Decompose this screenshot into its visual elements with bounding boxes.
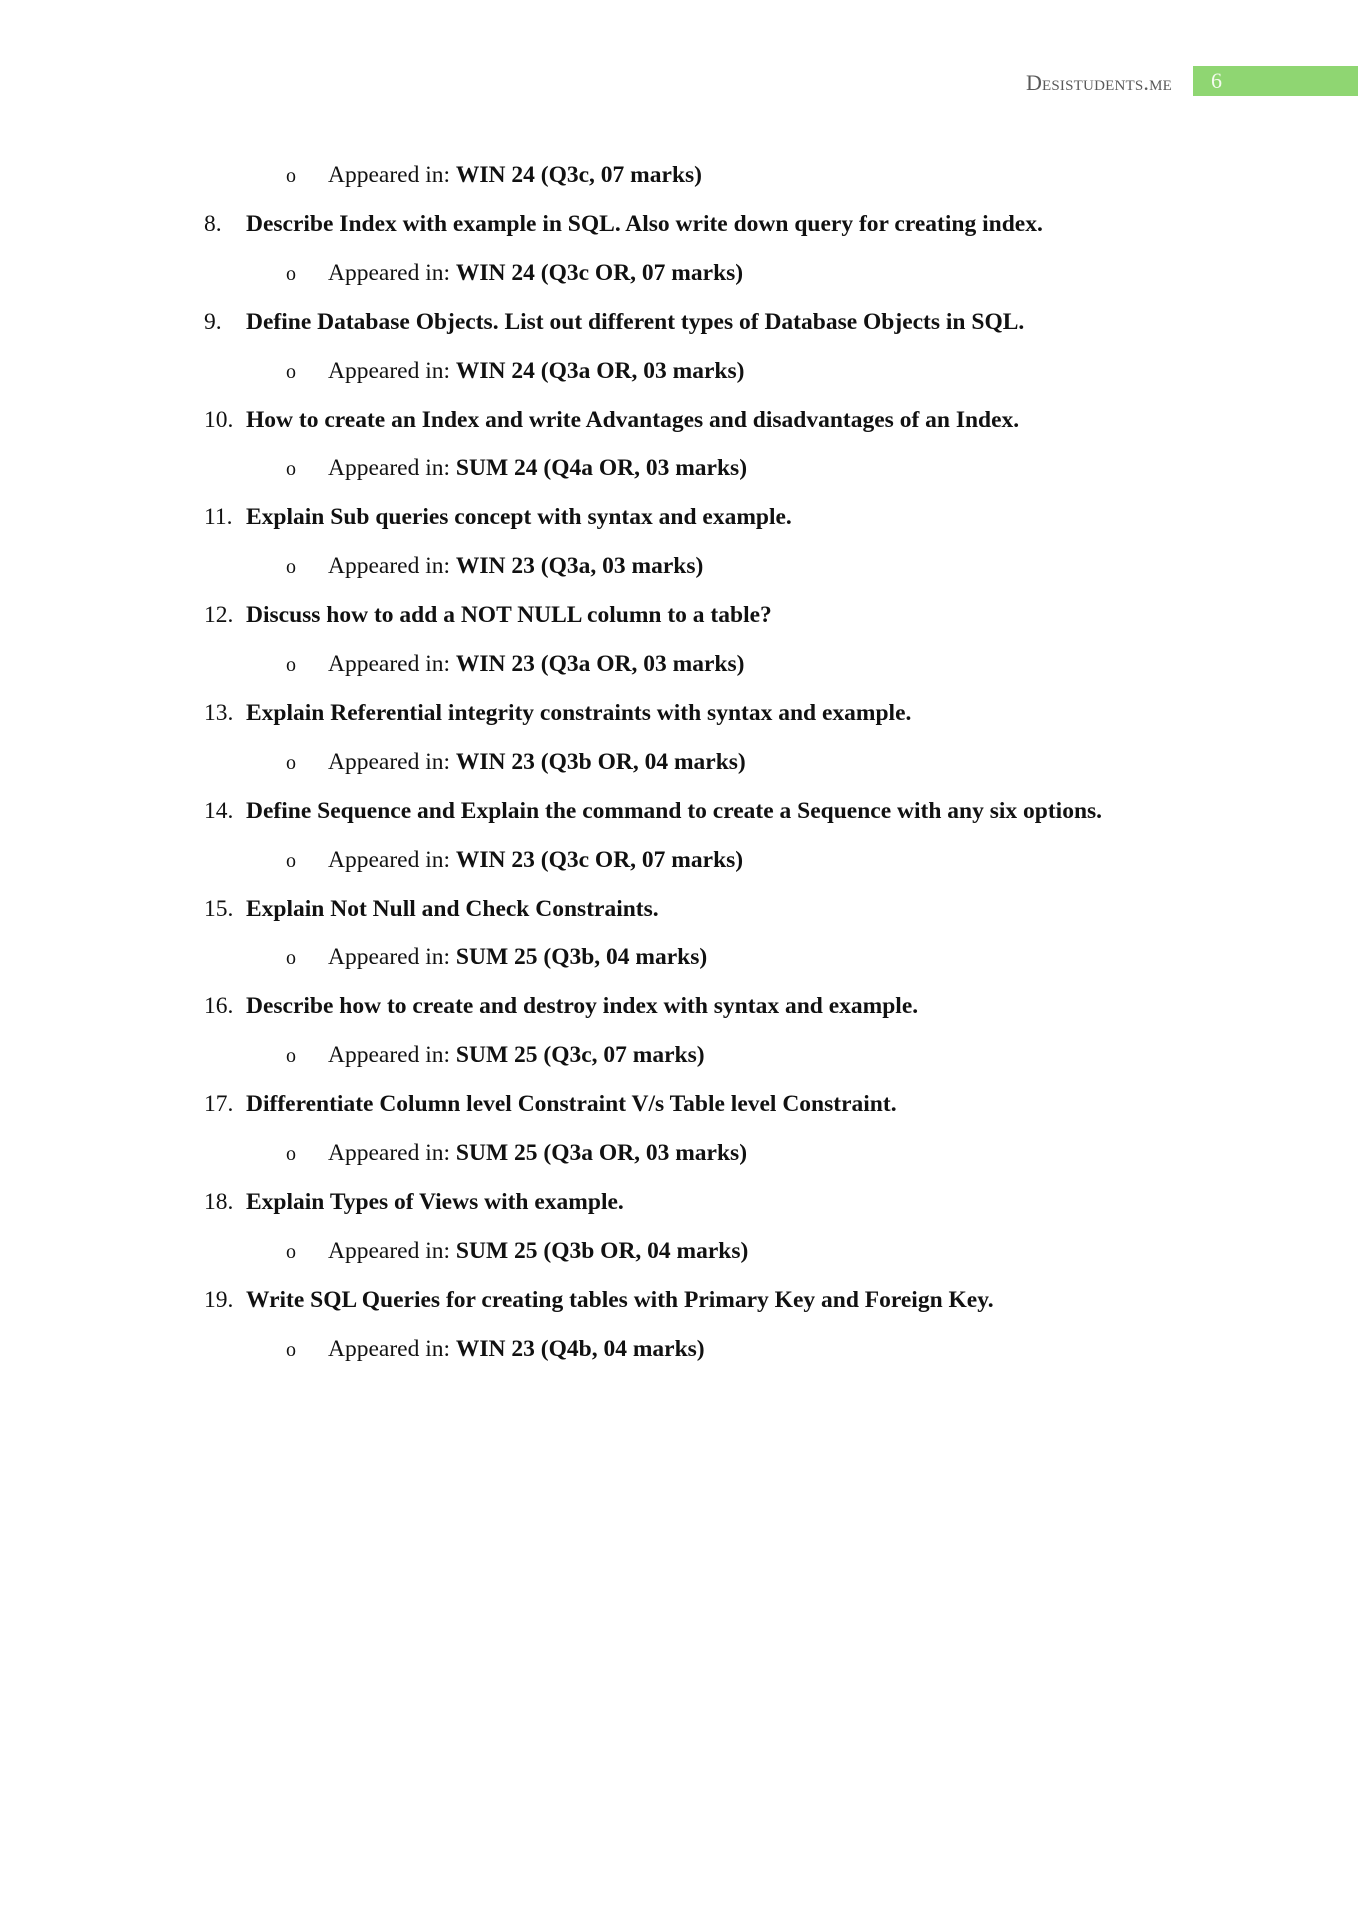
question-number: 9.: [204, 308, 222, 335]
question-text: Explain Types of Views with example.: [246, 1188, 624, 1215]
appeared-label: Appeared in:: [328, 259, 451, 286]
question-number: 13.: [204, 699, 234, 726]
question-text: Define Sequence and Explain the command to create a Sequence with any six options.: [246, 797, 1103, 824]
question-text: Explain Referential integrity constraints with syntax and example.: [246, 699, 912, 726]
bullet-icon: o: [286, 751, 296, 774]
appeared-in: [328, 649, 744, 679]
bullet-icon: o: [286, 654, 296, 676]
appeared-in: [328, 1334, 705, 1364]
question-number: 8.: [204, 210, 222, 237]
exam-reference: WIN 24 (Q3c, 07 marks): [455, 162, 702, 188]
question-number: 15.: [204, 895, 234, 922]
exam-reference: WIN 24 (Q3c OR, 07 marks): [455, 259, 744, 286]
appeared-label: Appeared in:: [328, 1237, 451, 1264]
bullet-icon: o: [286, 165, 296, 187]
question-number: 11.: [204, 504, 233, 531]
question-text: How to create an Index and write Advantages and disadvantages of an Index.: [246, 406, 1020, 433]
question-text: Discuss how to add a NOT NULL column to a table?: [246, 602, 772, 629]
exam-reference: WIN 23 (Q3a, 03 marks): [455, 553, 704, 580]
question-text: Explain Not Null and Check Constraints.: [246, 895, 659, 922]
exam-reference: SUM 25 (Q3c, 07 marks): [455, 1042, 705, 1069]
appeared-in: [328, 453, 747, 483]
appeared-in: [328, 551, 703, 581]
bullet-icon: o: [286, 947, 296, 970]
page-header: [0, 66, 1358, 98]
bullet-icon: o: [286, 1143, 296, 1165]
question-number: 12.: [204, 602, 234, 629]
exam-reference: SUM 25 (Q3a OR, 03 marks): [455, 1140, 748, 1166]
appeared-label: Appeared in:: [328, 651, 451, 677]
bullet-icon: o: [286, 262, 296, 285]
question-number: 14.: [204, 797, 234, 824]
appeared-in: [328, 942, 707, 972]
question-number: 17.: [204, 1091, 234, 1118]
question-text: Explain Sub queries concept with syntax and example.: [246, 504, 792, 531]
question-text: Write SQL Queries for creating tables with Primary Key and Foreign Key.: [246, 1286, 994, 1313]
question-number: 10.: [204, 406, 234, 433]
page-number-box: [1193, 66, 1358, 96]
appeared-label: Appeared in:: [328, 162, 451, 188]
appeared-in: [328, 747, 746, 777]
bullet-icon: o: [286, 556, 296, 579]
appeared-in: [328, 160, 702, 190]
question-text: Describe Index with example in SQL. Also write down query for creating index.: [246, 210, 1043, 237]
appeared-in: [328, 1040, 705, 1070]
exam-reference: WIN 24 (Q3a OR, 03 marks): [455, 357, 745, 384]
question-text: Define Database Objects. List out different types of Database Objects in SQL.: [246, 308, 1025, 335]
question-number: 16.: [204, 993, 234, 1020]
appeared-label: Appeared in:: [328, 357, 451, 384]
question-number: 18.: [204, 1188, 234, 1215]
bullet-icon: o: [286, 360, 296, 383]
exam-reference: WIN 23 (Q3c OR, 07 marks): [455, 846, 744, 873]
appeared-label: Appeared in:: [328, 846, 451, 873]
appeared-label: Appeared in:: [328, 553, 451, 580]
appeared-label: Appeared in:: [328, 1042, 451, 1069]
bullet-icon: o: [286, 849, 296, 872]
appeared-label: Appeared in:: [328, 944, 451, 971]
question-number: 19.: [204, 1286, 234, 1313]
appeared-label: Appeared in:: [328, 1140, 451, 1166]
bullet-icon: o: [286, 458, 296, 481]
question-text: Describe how to create and destroy index with syntax and example.: [246, 993, 919, 1020]
appeared-in: [328, 356, 744, 386]
page-number: 6: [1211, 68, 1222, 93]
exam-reference: SUM 25 (Q3b, 04 marks): [455, 944, 708, 971]
appeared-label: Appeared in:: [328, 748, 451, 775]
question-text: Differentiate Column level Constraint V/s Table level Constraint.: [246, 1091, 897, 1118]
appeared-label: Appeared in:: [328, 1335, 451, 1362]
exam-reference: WIN 23 (Q3b OR, 04 marks): [455, 748, 746, 775]
appeared-in: [328, 845, 743, 875]
bullet-icon: o: [286, 1240, 296, 1263]
exam-reference: WIN 23 (Q4b, 04 marks): [455, 1335, 705, 1362]
appeared-in: [328, 258, 743, 288]
exam-reference: WIN 23 (Q3a OR, 03 marks): [455, 651, 745, 677]
exam-reference: SUM 25 (Q3b OR, 04 marks): [455, 1237, 749, 1264]
bullet-icon: o: [286, 1045, 296, 1068]
appeared-in: [328, 1236, 748, 1266]
exam-reference: SUM 24 (Q4a OR, 03 marks): [455, 455, 748, 482]
appeared-in: [328, 1138, 747, 1168]
site-name: Desistudents.me: [1025, 70, 1172, 95]
bullet-icon: o: [286, 1338, 296, 1361]
appeared-label: Appeared in:: [328, 455, 451, 482]
